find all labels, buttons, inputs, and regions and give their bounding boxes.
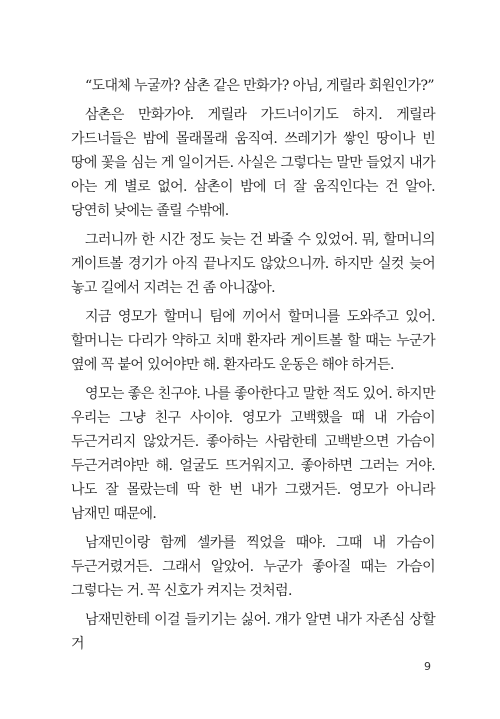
paragraph: 영모는 좋은 친구야. 나를 좋아한다고 말한 적도 있어. 하지만 우리는 그냥 친구 사이야. 영모가 고백했을 때 내 가슴이 두근거리지 않았거든. 좋아하는 사람한테 고백받으면 가슴이 두근거려야만 해. 얼굴도 뜨거워지고. 좋아하면 그러는 거야. 나도 잘 몰랐는데 딱 한 번 내가 그랬거든. 영모가 아니라 남재민 때문에. xyxy=(71,386,435,522)
paragraph: 지금 영모가 할머니 팀에 끼어서 할머니를 도와주고 있어. 할머니는 다리가 약하고 치매 환자라 게이트볼 할 때는 누군가 옆에 꼭 붙어 있어야만 해. 환자라도 운동은 해야 하거든. xyxy=(71,309,435,373)
body-text xyxy=(71,74,435,656)
paragraph: “도대체 누굴까? 삼촌 같은 만화가? 아님, 게릴라 회원인가?” xyxy=(85,78,434,94)
paragraph: 그러니까 한 시간 정도 늦는 건 봐줄 수 있었어. 뭐, 할머니의 게이트볼 경기가 아직 끝나지도 않았으니까. 하지만 실컷 늦어 놓고 길에서 지려는 건 좀 아니잖아. xyxy=(71,232,435,296)
page-number: 9 xyxy=(424,660,431,673)
paragraph: 남재민한테 이걸 들키기는 싫어. 걔가 알면 내가 자존심 상할 거 xyxy=(71,612,435,652)
paragraph: 삼촌은 만화가야. 게릴라 가드너이기도 하지. 게릴라 가드너들은 밤에 몰래몰래 움직여. 쓰레기가 쌓인 땅이나 빈 땅에 꽃을 심는 게 일이거든. 사실은 그렇다는 말만 들었지 내가 아는 게 별로 없어. 삼촌이 밤에 더 잘 움직인다는 건 알아. 당연히 낮에는 졸릴 수밖에. xyxy=(71,107,435,219)
paragraph: 남재민이랑 함께 셀카를 찍었을 때야. 그때 내 가슴이 두근거렸거든. 그래서 알았어. 누군가 좋아질 때는 가슴이 그렇다는 거. 꼭 신호가 켜지는 것처럼. xyxy=(71,535,435,599)
